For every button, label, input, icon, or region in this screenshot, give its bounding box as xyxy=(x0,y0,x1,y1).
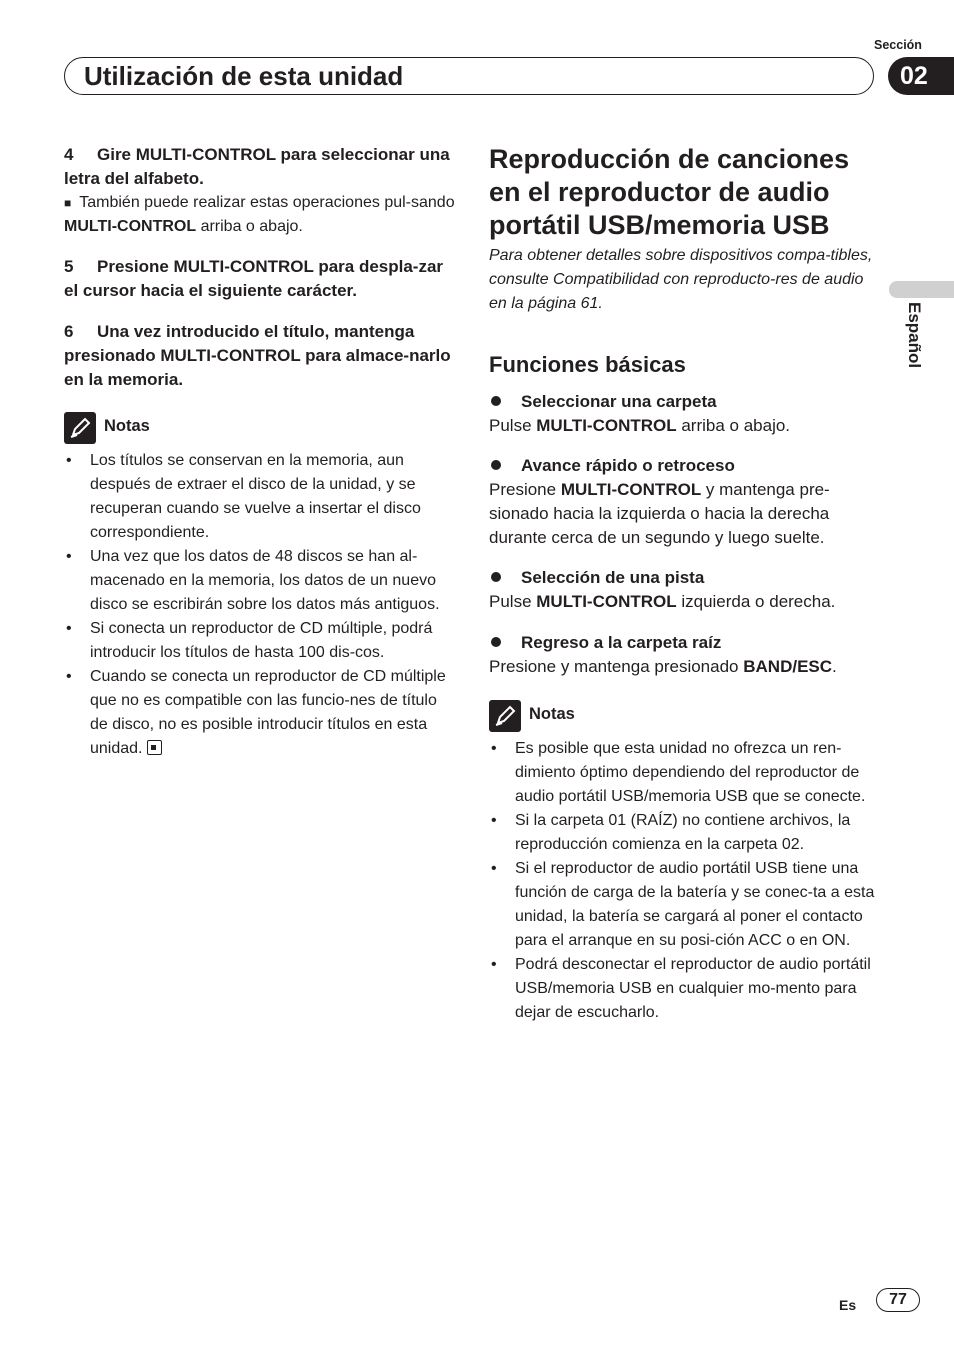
language-tab-label: Español xyxy=(905,302,924,369)
bullet-dot-icon xyxy=(491,396,501,406)
square-bullet-icon: ■ xyxy=(64,196,72,210)
bullet-dot-icon xyxy=(491,460,501,470)
section-number-badge: 02 xyxy=(888,57,954,95)
function-title-text: Regreso a la carpeta raíz xyxy=(521,633,722,652)
end-mark-icon xyxy=(147,740,162,755)
list-item: • Si el reproductor de audio portátil USB tiene una función de carga de la batería y se conec-ta a esta unidad, la batería se cargará al poner el contacto para el arranque en su posi-ción ACC o en ON. xyxy=(489,857,879,953)
list-item: • Una vez que los datos de 48 discos se han al-macenado en la memoria, los datos de un nuevo disco se escribirán sobre los datos más antiguos. xyxy=(64,545,456,617)
notes-title: Notas xyxy=(104,417,150,435)
step-4 xyxy=(64,143,456,191)
step-text: Gire MULTI-CONTROL para seleccionar una letra del alfabeto. xyxy=(64,145,450,188)
list-item: • Es posible que esta unidad no ofrezca un ren-dimiento óptimo dependiendo del reproductor de audio portátil USB/memoria USB que se conecte. xyxy=(489,737,879,809)
function-desc: Pulse MULTI-CONTROL izquierda o derecha. xyxy=(489,592,836,611)
pencil-note-icon xyxy=(489,700,521,732)
function-desc: Presione MULTI-CONTROL y mantenga pre-sionado hacia la izquierda o hacia la derecha durante cerca de un segundo y luego suelte. xyxy=(489,480,830,547)
step-number: 5 xyxy=(64,257,74,276)
function-desc: Pulse MULTI-CONTROL arriba o abajo. xyxy=(489,416,791,435)
function-title xyxy=(489,631,879,655)
step-number: 6 xyxy=(64,322,74,341)
list-item-text: Cuando se conecta un reproductor de CD múltiple que no es compatible con las funcio-nes de título de disco, no es posible introducir títulos en esta unidad. xyxy=(90,668,446,757)
language-tab-marker xyxy=(889,281,954,298)
function-title xyxy=(489,390,879,414)
bullet-dot-icon xyxy=(491,637,501,647)
function-seleccion-pista xyxy=(489,566,879,614)
note-text: También puede realizar estas operaciones pul-sando xyxy=(79,194,455,211)
function-seleccionar-carpeta xyxy=(489,390,879,438)
section-label: Sección xyxy=(874,38,922,52)
intro-text: Para obtener detalles sobre dispositivos compa-tibles, consulte Compatibilidad con reproducto-res de audio en la página 61. xyxy=(489,247,873,312)
step-6 xyxy=(64,320,456,392)
step-text: Una vez introducido el título, mantenga presionado MULTI-CONTROL para almace-narlo en la memoria. xyxy=(64,322,451,389)
notes-list-left xyxy=(64,449,456,761)
notes-title: Notas xyxy=(529,705,575,723)
function-title xyxy=(489,454,879,478)
notes-list-right xyxy=(489,737,879,1025)
list-item xyxy=(64,665,456,761)
function-title xyxy=(489,566,879,590)
function-title-text: Avance rápido o retroceso xyxy=(521,456,735,475)
subsection-heading: Funciones básicas xyxy=(489,352,686,377)
function-title-text: Seleccionar una carpeta xyxy=(521,392,717,411)
page-title: Utilización de esta unidad xyxy=(84,61,404,91)
function-regreso-raiz xyxy=(489,631,879,679)
list-item: • Si conecta un reproductor de CD múltiple, podrá introducir los títulos de hasta 100 dis-cos. xyxy=(64,617,456,665)
function-title-text: Selección de una pista xyxy=(521,568,705,587)
list-item: • Podrá desconectar el reproductor de audio portátil USB/memoria USB en cualquier mo-mento para dejar de escucharlo. xyxy=(489,953,879,1025)
note-text-end: arriba o abajo. xyxy=(196,218,303,235)
step-4-note xyxy=(64,191,456,239)
pencil-note-icon xyxy=(64,412,96,444)
step-text: Presione MULTI-CONTROL para despla-zar el cursor hacia el siguiente carácter. xyxy=(64,257,444,300)
list-item: • Los títulos se conservan en la memoria, aun después de extraer el disco de la unidad, y se recuperan cuando se vuelve a insertar el disco correspondiente. xyxy=(64,449,456,545)
footer-language: Es xyxy=(839,1297,857,1313)
function-avance-retroceso xyxy=(489,454,879,550)
step-5 xyxy=(64,255,456,303)
bullet-dot-icon xyxy=(491,572,501,582)
note-bold: MULTI-CONTROL xyxy=(64,218,197,235)
section-heading: Reproducción de canciones en el reproductor de audio portátil USB/memoria USB xyxy=(489,144,850,240)
page-number: 77 xyxy=(876,1288,920,1312)
notes-header-right xyxy=(489,700,689,732)
step-number: 4 xyxy=(64,145,74,164)
function-desc: Presione y mantenga presionado BAND/ESC. xyxy=(489,657,837,676)
notes-header-left xyxy=(64,412,264,444)
list-item: • Si la carpeta 01 (RAÍZ) no contiene archivos, la reproducción comienza en la carpeta 02. xyxy=(489,809,879,857)
